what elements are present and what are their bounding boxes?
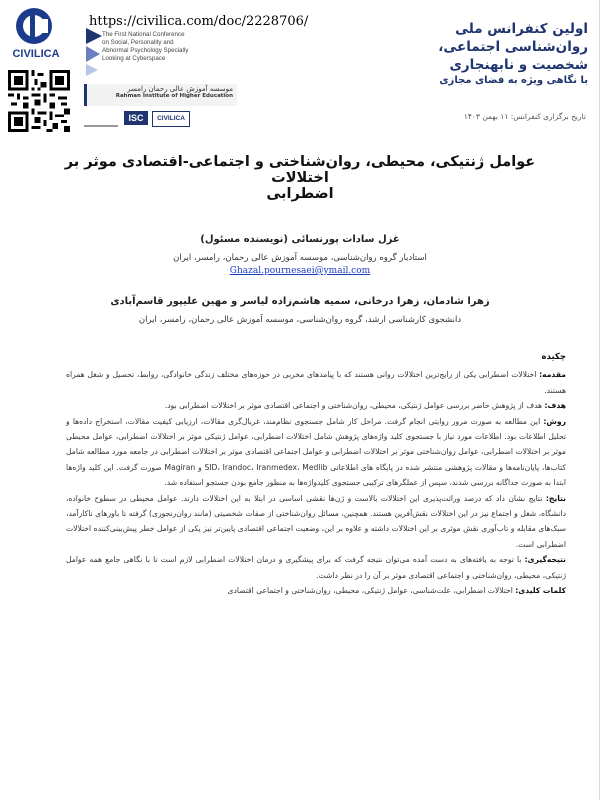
conclusion-text: با توجه به یافته‌های به دست آمده می‌توان نتیجه گرفت که برای پیشگیری و درمان اختلالات اضطرابی لازم است تا با نگاهی جامع همه عوامل ژنتیکی، محیطی، روان‌شناختی و اجتماعی اقتصادی موثر بر آن را در نظر داشت. <box>66 555 566 580</box>
intro-text: اختلالات اضطرابی یکی از رایج‌ترین اختلالات روانی هستند که با پیامدهای مخربی در حوزه‌های مختلف زندگی خانوادگی، روابط، تحصیل و شغل همراه هستند. <box>66 370 566 395</box>
author-email-link[interactable]: Ghazal.pournesaei@ymail.com <box>229 266 371 276</box>
method-text: این مطالعه به صورت مرور روایتی انجام گرفت. مراحل کار شامل جستجوی نظام‌مند، غربال‌گری مقالات، ارزیابی کیفیت مقالات، استخراج داده‌ها و تحلیل اطلاعات بود. اطلاعات مورد نیاز با جستجوی کلید واژه‌های پژوهش شامل اختلالات اضطرابی، عوامل ژنتیکی موثر بر اختلالات اضطرابی، عوامل محیطی موثر بر اختلالات اضطرابی، عوامل روان‌شناختی موثر بر اختلالات اضطرابی و عوامل اجتماعی اقتصادی موثر بر اختلالات اضطرابی در جامعه مورد مطالعه شامل کتاب‌ها، پایان‌نامه‌ها و مقالات پژوهشی منتشر شده در پایگاه های اطلاعاتی SID، Irandoc، Iranmedex، Medlib و Magiran صورت گرفت. این کلید واژه‌ها ابتدا به صورت جداگانه بررسی شدند، سپس از عملگرهای ترکیبی جستجوی کلیدواژه‌ها به منظور جامع بودن جستجو استفاده شد. <box>66 416 567 488</box>
sponsor-logo-placeholder <box>84 111 118 127</box>
method-label: روش: <box>543 416 566 426</box>
civilica-logo-text: CIVILICA <box>12 48 60 60</box>
author1-affiliation: استادیار گروه روان‌شناسی، موسسه آموزش عالی رحمان، رامسر، ایران <box>173 253 427 263</box>
results-text: نتایج نشان داد که درصد وراثت‌پذیری این اختلالات بالاست و ژن‌ها نقشی اساسی در ابتلا به این اختلالات دارند. عوامل محیطی در سطوح خانواده، دانشگاه، شغل و اجتماع نیز در این اختلالات نقش‌آفرین هستند. همچنین، مسائل روان‌شناختی از صفات شخصیتی (مانند روان‌رنجوری) گرفته تا باورهای ناکارآمد، سبک‌های مقابله و تاب‌آوری نقش موثری بر این اختلالات داشته و علاوه بر این، وضعیت اجتماعی اقتصادی پایین‌تر نیز یکی از عوامل خطر پیش‌بینی‌کننده اختلالات اضطرابی است. <box>66 493 566 549</box>
abstract-section <box>66 350 566 599</box>
conclusion-label: نتیجه‌گیری: <box>524 555 566 565</box>
abstract-aim <box>66 398 566 413</box>
abstract-introduction <box>66 367 566 398</box>
qr-code-icon <box>8 70 70 132</box>
institute-name-en: Rahman Institute of Higher Education <box>115 93 233 99</box>
keywords-label: کلمات کلیدی: <box>515 586 566 596</box>
intro-label: مقدمه: <box>539 370 566 380</box>
institute-name-fa: موسسه آموزش عالی رحمان رامسر <box>127 85 233 93</box>
co-authors-affiliation: دانشجوی کارشناسی ارشد، گروه روان‌شناسی، موسسه آموزش عالی رحمان، رامسر، ایران <box>138 315 462 325</box>
abstract-keywords <box>66 583 566 598</box>
isc-logo: ISC <box>124 111 148 125</box>
document-url[interactable]: https://civilica.com/doc/2228706/ <box>89 14 309 29</box>
abstract-conclusion <box>66 552 566 583</box>
civilica-sponsor-logo: CIVILICA <box>152 111 190 127</box>
aim-text: هدف از پژوهش حاضر بررسی عوامل ژنتیکی، محیطی، روان‌شناختی و اجتماعی اقتصادی موثر بر اختلالات اضطرابی بود. <box>164 401 543 411</box>
co-authors: زهرا شادمان، زهرا درخانی، سمیه هاشم‌زاده لیاسر و مهین علیپور قاسم‌آبادی <box>110 296 490 307</box>
paper-title-line2: اضطرابی <box>266 186 334 202</box>
institute-banner <box>84 84 237 106</box>
civilica-logo <box>4 4 68 60</box>
results-label: نتایج: <box>545 493 566 503</box>
corresponding-author: غزل سادات پورنسائی (نویسنده مسئول) <box>200 234 400 245</box>
conference-date: تاریخ برگزاری کنفرانس: ۱۱ بهمن ۱۴۰۳ <box>463 112 586 121</box>
english-conference-title: The First National Conference on Social, Personality and Abnormal Psychology Specially Looking at Cyberspace <box>102 31 189 62</box>
aim-label: هدف: <box>544 401 566 411</box>
abstract-heading: چکیده <box>541 352 566 362</box>
abstract-method <box>66 414 566 491</box>
persian-conference-title: اولین کنفرانس ملی روان‌شناسی اجتماعی، شخصیت و نابهنجاری با نگاهی ویژه به فضای مجازی <box>438 21 588 86</box>
keywords-text: اختلالات اضطرابی، علت‌شناسی، عوامل ژنتیکی، محیطی، روان‌شناختی و اجتماعی اقتصادی <box>227 586 513 596</box>
paper-title-line1: عوامل ژنتیکی، محیطی، روان‌شناختی و اجتماعی-اقتصادی موثر بر اختلالات <box>64 154 536 186</box>
abstract-results <box>66 491 566 553</box>
